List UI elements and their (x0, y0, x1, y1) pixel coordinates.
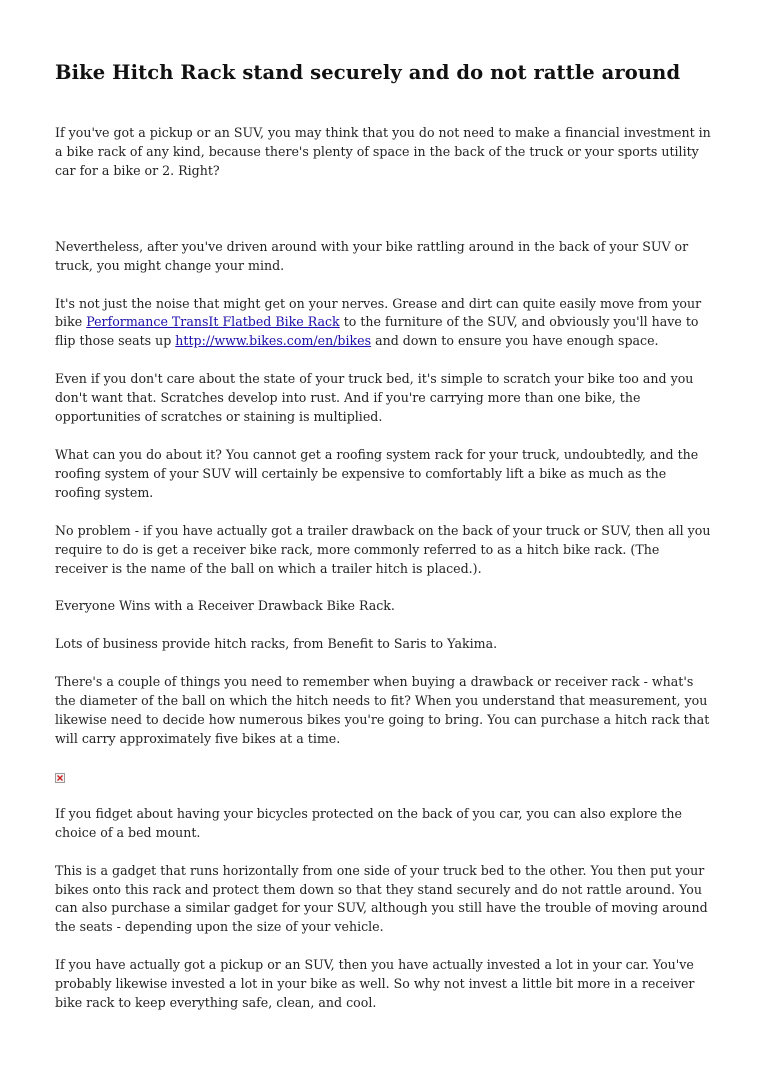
paragraph-fidget: If you fidget about having your bicycles protected on the back of you car, you can also explore the choice of a bed mount. (55, 805, 682, 840)
paragraph-couple-things: There's a couple of things you need to remember when buying a drawback or receiver rack - what's the diameter of the ball on which the hitch needs to fit? When you understand that measurement, you likewise need to decide how numerous bikes you're going to bring. You can purchase a hitch rack that will carry approximately five bikes at a time. (55, 674, 710, 746)
paragraph-intro: If you've got a pickup or an SUV, you may think that you do not need to make a financial investment in a bike rack of any kind, because there's plenty of space in the back of the truck or your sports utility car for a bike or 2. Right? (55, 125, 711, 178)
page-title: Bike Hitch Rack stand securely and do not rattle around (55, 61, 681, 84)
image-row (55, 768, 715, 786)
document-page (55, 58, 715, 1032)
paragraph-noise-text-c: and down to ensure you have enough space. (371, 333, 659, 349)
link-flatbed-bike-rack[interactable]: Performance TransIt Flatbed Bike Rack (86, 314, 340, 330)
broken-image-icon (55, 773, 65, 783)
paragraph-hitch-racks: Lots of business provide hitch racks, from Benefit to Saris to Yakima. (55, 636, 498, 652)
paragraph-noise-text-b: to the furniture of the SUV, and obviously you'll have to flip those seats up (55, 314, 699, 349)
paragraph-gadget: This is a gadget that runs horizontally from one side of your truck bed to the other. You then put your bikes onto this rack and protect them down so that they stand securely and do not rattle around. You can also purchase a similar gadget for your SUV, although you still have the trouble of moving around the seats - depending upon the size of your vehicle. (55, 862, 708, 935)
paragraph-noise (55, 295, 715, 352)
link-bikes-url[interactable]: http://www.bikes.com/en/bikes (175, 333, 372, 349)
paragraph-closing: If you have actually got a pickup or an SUV, then you have actually invested a lot in your car. You've probably likewise invested a lot in your bike as well. So why not invest a little bit more in a receiver bike rack to keep everything safe, clean, and cool. (55, 957, 695, 1011)
paragraph-nevertheless: Nevertheless, after you've driven around with your bike rattling around in the back of your SUV or truck, you might change your mind. (55, 238, 689, 273)
paragraph-noise-text-a: It's not just the noise that might get on your nerves. Grease and dirt can quite easily move from your bike (55, 295, 702, 330)
paragraph-roofing: What can you do about it? You cannot get a roofing system rack for your truck, undoubtedly, and the roofing system of your SUV will certainly be expensive to comfortably lift a bike as much as the roofing system. (55, 446, 699, 500)
paragraph-scratches: Even if you don't care about the state of your truck bed, it's simple to scratch your bike too and you don't want that. Scratches develop into rust. And if you're carrying more than one bike, the opportunities of scratches or staining is multiplied. (55, 371, 694, 425)
broken-image-x-icon (56, 774, 64, 782)
paragraph-everyone-wins: Everyone Wins with a Receiver Drawback Bike Rack. (55, 598, 395, 614)
paragraph-no-problem: No problem - if you have actually got a trailer drawback on the back of your truck or SUV, then all you require to do is get a receiver bike rack, more commonly referred to as a hitch bike rack. (The receiver is the name of the ball on which a trailer hitch is placed.). (55, 522, 711, 576)
